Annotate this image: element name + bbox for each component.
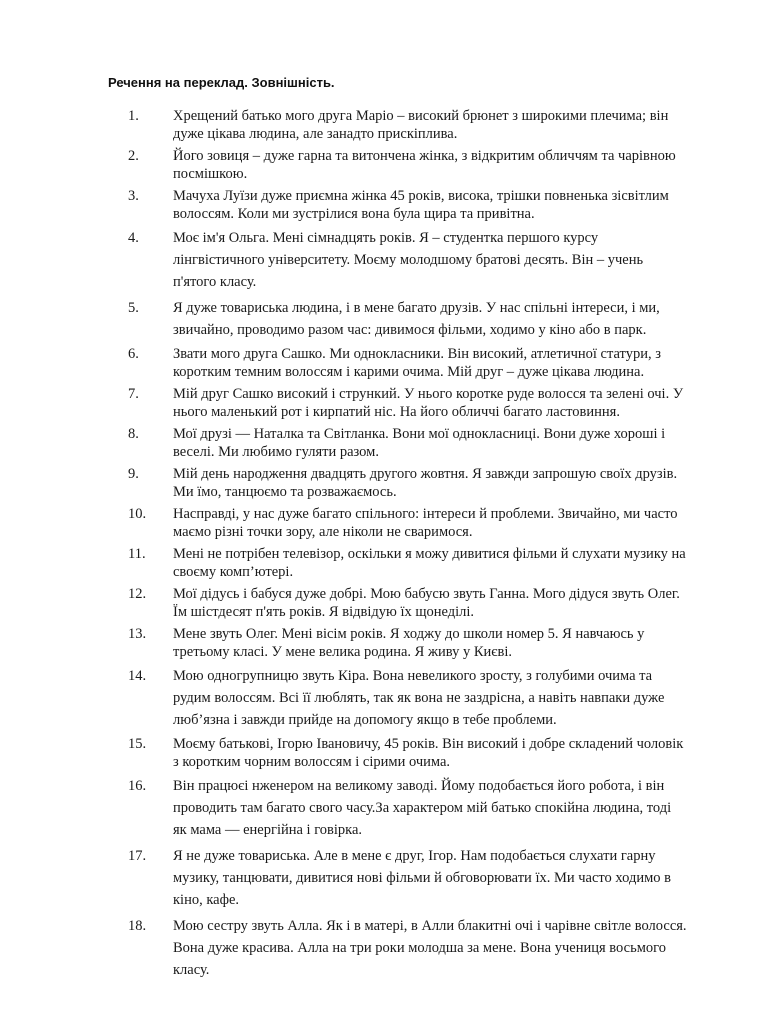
list-item <box>0 505 768 541</box>
list-item-number: 16. <box>128 778 147 794</box>
list-item <box>0 625 768 661</box>
list-item-number: 9. <box>128 466 139 482</box>
list-item-number: 13. <box>128 626 147 642</box>
list-item-number: 5. <box>128 300 139 316</box>
list-item-number: 11. <box>128 546 146 562</box>
list-item-number: 1. <box>128 108 139 124</box>
list-item-text: Мої друзі — Наталка та Світланка. Вони мої однокласниці. Вони дуже хороші і веселі. Ми любимо гуляти разом. <box>173 426 666 460</box>
list-item-text: Насправді, у нас дуже багато спільного: інтереси й проблеми. Звичайно, ми часто маємо різні точки зору, але ніколи не сваримося. <box>173 506 678 540</box>
sentence-list <box>0 107 768 985</box>
list-item-number: 10. <box>128 506 147 522</box>
list-item <box>0 735 768 771</box>
list-item-text: Мій день народження двадцять другого жовтня. Я завжди запрошую своїх друзів. Ми їмо, танцюємо та розважаємось. <box>173 466 678 500</box>
list-item <box>0 345 768 381</box>
list-item <box>0 845 768 911</box>
list-item-text: Моєму батькові, Ігорю Івановичу, 45 років. Він високий і добре складений чоловік з коротким чорним волоссям і сірими очима. <box>173 736 684 770</box>
list-item-text: Мене звуть Олег. Мені вісім років. Я ходжу до школи номер 5. Я навчаюсь у третьому класі. У мене велика родина. Я живу у Києві. <box>173 626 645 660</box>
list-item <box>0 107 768 143</box>
list-item <box>0 665 768 731</box>
list-item-text: Мені не потрібен телевізор, оскільки я можу дивитися фільми й слухати музику на своєму комп’ютері. <box>173 546 686 580</box>
list-item-number: 8. <box>128 426 139 442</box>
list-item-number: 12. <box>128 586 147 602</box>
list-item-number: 18. <box>128 918 147 934</box>
list-item <box>0 915 768 981</box>
list-item-text: Я не дуже товариська. Але в мене є друг, Ігор. Нам подобається слухати гарну музику, танцювати, дивитися нові фільми й обговорювати їх. Ми часто ходимо в кіно, кафе. <box>173 848 671 908</box>
list-item <box>0 297 768 341</box>
list-item-text: Він працюєі нженером на великому заводі. Йому подобається його робота, і він проводить там багато свого часу.За характером мій батько спокійна людина, тоді як мама — енергійна і говірка. <box>173 778 672 838</box>
list-item-number: 17. <box>128 848 147 864</box>
list-item-text: Моє ім'я Ольга. Мені сімнадцять років. Я – студентка першого курсу лінгвістичного університету. Моєму молодшому братові десять. Він – учень п'ятого класу. <box>173 230 644 290</box>
list-item-number: 6. <box>128 346 139 362</box>
list-item <box>0 385 768 421</box>
list-item-number: 3. <box>128 188 139 204</box>
list-item-number: 14. <box>128 668 147 684</box>
list-item-text: Хрещений батько мого друга Маріо – високий брюнет з широкими плечима; він дуже цікава людина, але занадто прискіплива. <box>173 108 669 142</box>
list-item <box>0 545 768 581</box>
list-item-number: 7. <box>128 386 139 402</box>
list-item-text: Його зовиця – дуже гарна та витончена жінка, з відкритим обличчям та чарівною посмішкою. <box>173 148 676 182</box>
list-item <box>0 147 768 183</box>
list-item-text: Мої дідусь і бабуся дуже добрі. Мою бабусю звуть Ганна. Мого дідуся звуть Олег. Їм шістдесят п'ять років. Я відвідую їх щонеділі. <box>173 586 680 620</box>
list-item-number: 15. <box>128 736 147 752</box>
list-item-text: Мою одногрупницю звуть Кіра. Вона невеликого зросту, з голубими очима та рудим волоссям. Всі її люблять, так як вона не заздрісна, а навіть навпаки дуже люб’язна і завжди прийде на допомогу якщо в тебе проблеми. <box>173 668 665 728</box>
list-item-text: Мою сестру звуть Алла. Як і в матері, в Алли блакитні очі і чарівне світле волосся. Вона дуже красива. Алла на три роки молодша за мене. Вона учениця восьмого класу. <box>173 918 687 978</box>
list-item-text: Я дуже товариська людина, і в мене багато друзів. У нас спільні інтереси, і ми, звичайно, проводимо разом час: дивимося фільми, ходимо у кіно або в парк. <box>173 300 660 338</box>
list-item-text: Мачуха Луїзи дуже приємна жінка 45 років, висока, трішки повненька зісвітлим волоссям. Коли ми зустрілися вона була щира та привітна. <box>173 188 669 222</box>
list-item <box>0 465 768 501</box>
document-heading: Речення на переклад. Зовнішність. <box>108 75 335 90</box>
list-item <box>0 227 768 293</box>
list-item-number: 2. <box>128 148 139 164</box>
list-item-number: 4. <box>128 230 139 246</box>
list-item <box>0 425 768 461</box>
list-item-text: Звати мого друга Сашко. Ми однокласники. Він високий, атлетичної статури, з коротким темним волоссям і карими очима. Мій друг – дуже цікава людина. <box>173 346 661 380</box>
list-item <box>0 187 768 223</box>
list-item <box>0 775 768 841</box>
list-item <box>0 585 768 621</box>
list-item-text: Мій друг Сашко високий і стрункий. У нього коротке руде волосся та зелені очі. У нього маленький рот і кирпатий ніс. На його обличчі багато ластовиння. <box>173 386 684 420</box>
